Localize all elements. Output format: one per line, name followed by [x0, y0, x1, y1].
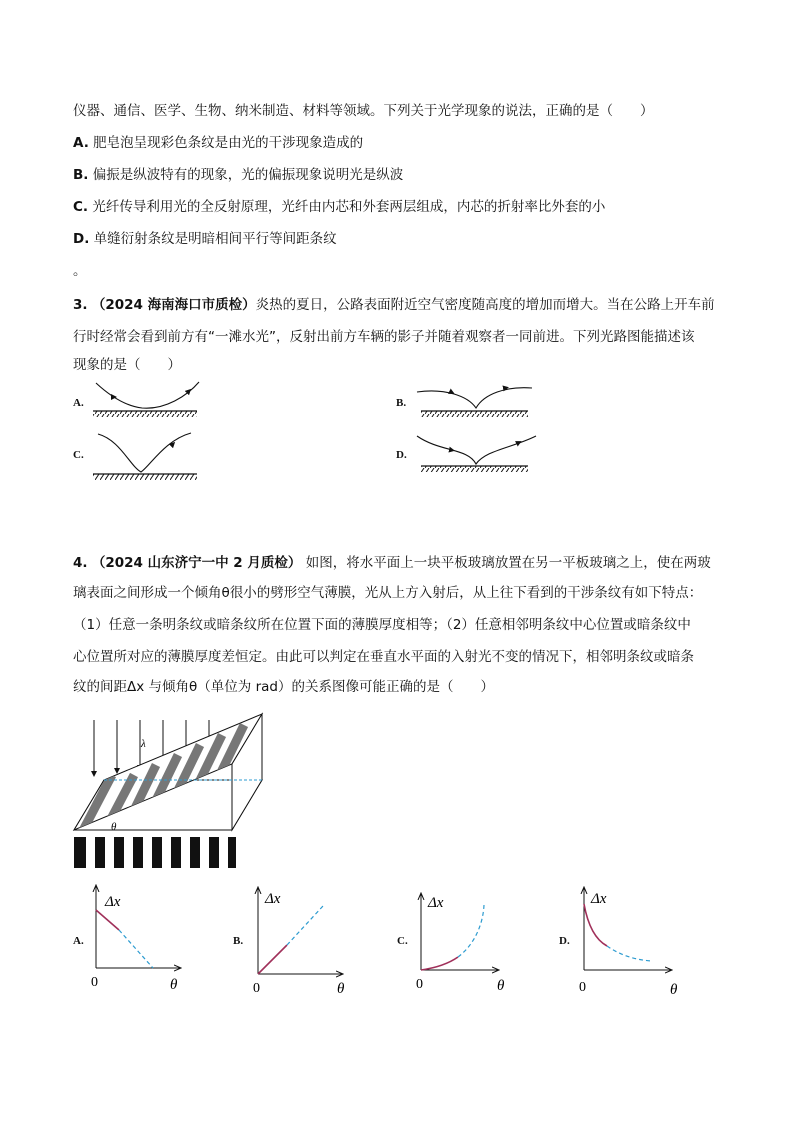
q2-trailing-mark: 。	[73, 263, 87, 279]
graph-c-x-label: θ	[497, 978, 505, 994]
q3-line2: 行时经常会看到前方有“一滩水光”，反射出前方车辆的影子并随着观察者一同前进。下列光路图能描述该	[73, 329, 695, 345]
q2-option-a: A. 肥皂泡呈现彩色条纹是由光的干涉现象造成的	[73, 135, 364, 151]
graph-a-x-label: θ	[170, 977, 178, 993]
graph-b	[253, 888, 345, 997]
q4-line4: 心位置所对应的薄膜厚度差恒定。由此可以判定在垂直水平面的入射光不变的情况下，相邻明条纹或暗条	[73, 649, 694, 665]
graph-b-y-label: Δx	[265, 891, 281, 907]
q4-line5: 纹的间距Δx 与倾角θ（单位为 rad）的关系图像可能正确的是（ ）	[73, 679, 494, 695]
q2-stem-tail: 仪器、通信、医学、生物、纳米制造、材料等领域。下列关于光学现象的说法，正确的是（ ）	[73, 103, 654, 119]
q4-line2: 璃表面之间形成一个倾角θ很小的劈形空气薄膜，光从上方入射后，从上往下看到的干涉条纹有如下特点：	[73, 585, 703, 601]
q4-graph-b-label: B.	[233, 935, 244, 947]
q3-option-a-label: A.	[73, 397, 84, 409]
graph-b-origin: 0	[253, 981, 260, 996]
q3-option-b-label: B.	[396, 397, 407, 409]
q2-option-b: B. 偏振是纵波特有的现象，光的偏振现象说明光是纵波	[73, 167, 404, 183]
graph-d-x-label: θ	[670, 982, 678, 998]
q2-option-c: C. 光纤传导利用光的全反射原理，光纤由内芯和外套两层组成，内芯的折射率比外套的小	[73, 199, 606, 215]
q3-line3: 现象的是（ ）	[73, 357, 181, 373]
graph-a-origin: 0	[91, 975, 98, 990]
q4-line3: （1）任意一条明条纹或暗条纹所在位置下面的薄膜厚度相等；（2）任意相邻明条纹中心位置或暗条纹中	[73, 617, 691, 633]
q2-option-d: D. 单缝衍射条纹是明暗相间平行等间距条纹	[73, 231, 337, 247]
q4-graph-d-label: D.	[559, 935, 570, 947]
graph-a-y-label: Δx	[105, 894, 121, 910]
graph-c-y-label: Δx	[428, 895, 444, 911]
graph-d-origin: 0	[579, 980, 586, 995]
graph-d-y-label: Δx	[591, 891, 607, 907]
graph-d	[579, 888, 678, 998]
q4-graph-c-label: C.	[397, 935, 408, 947]
q3-option-d-label: D.	[396, 449, 407, 461]
q3-line1: 3. （2024 海南海口市质检）炎热的夏日，公路表面附近空气密度随高度的增加而增大。当在公路上开车前	[73, 297, 715, 313]
q4-graph-a-label: A.	[73, 935, 84, 947]
graph-b-x-label: θ	[337, 981, 345, 997]
theta-label: θ	[111, 821, 117, 833]
graph-a	[91, 886, 180, 993]
graph-c-origin: 0	[416, 977, 423, 992]
q4-line1: 4. （2024 山东济宁一中 2 月质检） 如图，将水平面上一块平板玻璃放置在另一平板玻璃之上，使在两玻	[73, 555, 711, 571]
q3-option-c-label: C.	[73, 449, 84, 461]
lambda-label: λ	[141, 738, 146, 750]
graph-c	[416, 894, 505, 994]
